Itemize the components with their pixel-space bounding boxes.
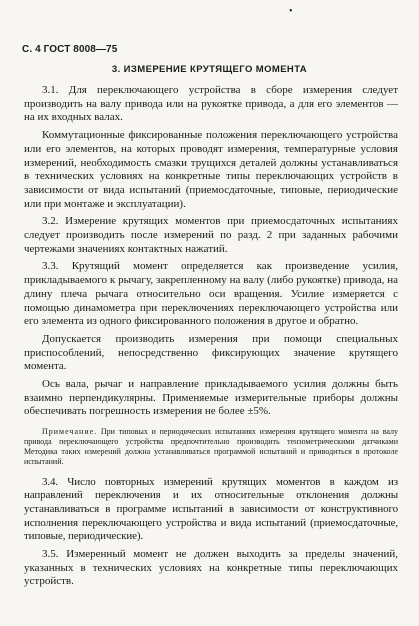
page-header: С. 4 ГОСТ 8008—75	[22, 44, 118, 55]
paragraph-3-1: 3.1. Для переключающего устройства в сборе измерения следует производить на валу привода или на рукоятке привода, а для его элементов — на их входных валах.	[24, 84, 398, 124]
paragraph-3-5: 3.5. Измеренный момент не должен выходить за пределы значений, указанных в технических условиях на конкретные типы переключающих устройств.	[24, 548, 398, 588]
note	[24, 427, 398, 467]
note-text: При типовых и периодических испытаниях измерения крутящего момента на валу привода переключающего устройства предпочтительно производить тензометрическими датчиками Методика таких измерений должна устанавливаться программой испытаний и приводиться в протоколе испытаний.	[24, 427, 398, 467]
paragraph-special-devices: Допускается производить измерения при помощи специальных приспособлений, непосредственно фиксирующих значение крутящего момента.	[24, 332, 398, 373]
paragraph-3-2: 3.2. Измерение крутящих моментов при приемосдаточных испытаниях следует производить после измерений по разд. 2 при заданных рабочими чертежами значениях контактных нажатий.	[24, 215, 398, 255]
section-title: 3. ИЗМЕРЕНИЕ КРУТЯЩЕГО МОМЕНТА	[111, 64, 308, 75]
paragraph-3-3: 3.3. Крутящий момент определяется как произведение усилия, прикладываемого к рычагу, закрепленному на валу (либо рукоятке) привода, на длину плеча рычага относительно оси вращения. Усилие измеряется с помощью динамометра при переключениях переключающего устройства или его элемента из одного фиксированного положения в другое и обратно.	[24, 260, 398, 328]
note-label: Примечание.	[42, 427, 98, 437]
section-body	[24, 84, 398, 589]
paragraph-3-4: 3.4. Число повторных измерений крутящих моментов в каждом из направлений переключения и их относительные отклонения должны устанавливаться в программе испытаний в зависимости от конструктивного исполнения переключающего устройства и вида испытаний (приемосдаточные, типовые, периодические).	[24, 475, 398, 543]
paragraph-switch-positions: Коммутационные фиксированные положения переключающего устройства или его элементов, на которых проводят измерения, температурные условия измерений, необходимость смазки трущихся деталей должны устанавливаться в технических условиях на конкретные типы переключающих устройств в зависимости от вида испытаний (приемосдаточные, типовые, периодические или при монтаже и эксплуатации).	[24, 129, 398, 210]
stray-mark: •	[289, 6, 293, 17]
paragraph-shaft-lever: Ось вала, рычаг и направление прикладываемого усилия должны быть взаимно перпендикулярны. Применяемые измерительные приборы должны обеспечивать погрешность измерения не более ±5%.	[24, 378, 398, 418]
